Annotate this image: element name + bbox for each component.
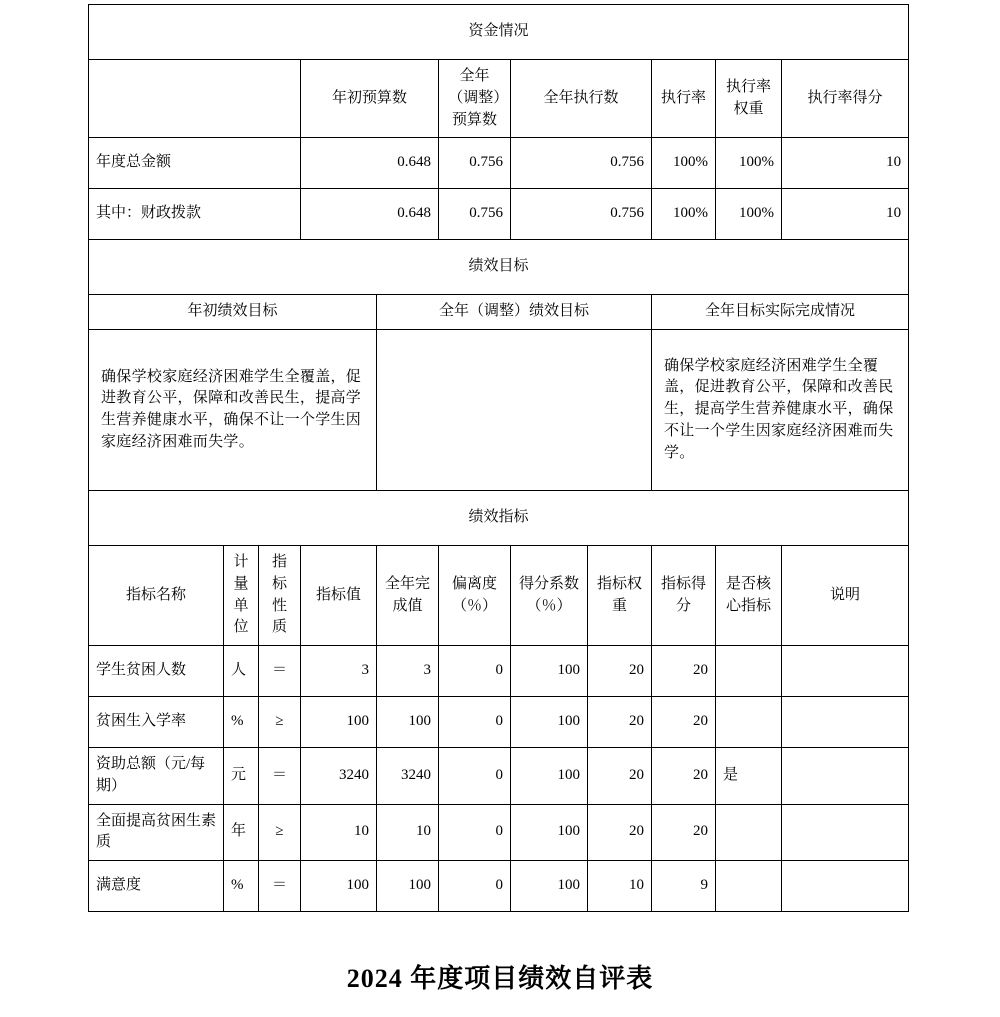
indicator-nature: ≥ [259,697,301,748]
goals-content-row [89,330,909,491]
indicators-header-score: 指标得分 [652,546,716,646]
indicator-target: 10 [301,804,377,861]
table-row [89,861,909,912]
indicators-header-nature: 指标性质 [259,546,301,646]
indicator-name: 学生贫困人数 [89,646,224,697]
goals-band-row [89,240,909,295]
indicator-nature: ≥ [259,804,301,861]
indicator-actual: 3240 [377,748,439,805]
indicator-deviation: 0 [439,804,511,861]
indicators-header-row [89,546,909,646]
indicator-coefficient: 100 [511,804,588,861]
indicator-note [782,697,909,748]
indicators-header-core: 是否核心指标 [716,546,782,646]
performance-self-evaluation-page [0,4,1000,1017]
indicator-score: 20 [652,646,716,697]
funds-row-rate: 100% [652,138,716,189]
funds-row-executed: 0.756 [511,138,652,189]
table-row [89,697,909,748]
indicator-core [716,804,782,861]
indicator-core [716,646,782,697]
goals-initial-text: 确保学校家庭经济困难学生全覆盖，促进教育公平，保障和改善民生，提高学生营养健康水平，确保不让一个学生因家庭经济困难而失学。 [89,330,377,491]
funds-header-executed: 全年执行数 [511,60,652,138]
indicator-unit: 元 [224,748,259,805]
indicator-target: 100 [301,697,377,748]
goals-adjusted-text [377,330,652,491]
goals-header-adjusted: 全年（调整）绩效目标 [377,295,652,330]
indicators-header-coefficient: 得分系数（％） [511,546,588,646]
indicator-name: 贫困生入学率 [89,697,224,748]
indicator-note [782,804,909,861]
indicator-note [782,646,909,697]
indicator-deviation: 0 [439,646,511,697]
page-title: 2024 年度项目绩效自评表 [346,964,654,993]
funds-row-executed: 0.756 [511,189,652,240]
indicator-core [716,697,782,748]
indicator-nature: ＝ [259,748,301,805]
funds-row-initial-budget: 0.648 [301,189,439,240]
indicator-nature: ＝ [259,646,301,697]
indicator-unit: 年 [224,804,259,861]
indicator-weight: 20 [588,804,652,861]
funds-row-label: 年度总金额 [89,138,301,189]
goals-actual-text: 确保学校家庭经济困难学生全覆盖，促进教育公平，保障和改善民生，提高学生营养健康水平，确保不让一个学生因家庭经济困难而失学。 [652,330,909,491]
indicator-weight: 20 [588,748,652,805]
funds-header-adjusted-budget: 全年（调整）预算数 [439,60,511,138]
funds-header-row [89,60,909,138]
indicator-weight: 20 [588,646,652,697]
indicator-actual: 10 [377,804,439,861]
indicators-header-name: 指标名称 [89,546,224,646]
funds-row-rate: 100% [652,189,716,240]
indicator-score: 20 [652,748,716,805]
table-row [89,748,909,805]
goals-band-label: 绩效目标 [89,240,909,295]
funds-row-adjusted-budget: 0.756 [439,138,511,189]
funds-header-initial-budget: 年初预算数 [301,60,439,138]
indicator-target: 100 [301,861,377,912]
indicator-unit: % [224,861,259,912]
indicator-coefficient: 100 [511,646,588,697]
table-row [89,804,909,861]
indicator-weight: 10 [588,861,652,912]
indicator-name: 满意度 [89,861,224,912]
indicators-header-deviation: 偏离度（％） [439,546,511,646]
funds-row-score: 10 [782,138,909,189]
indicators-band-row [89,491,909,546]
indicators-header-unit: 计量单位 [224,546,259,646]
funds-header-weight: 执行率权重 [716,60,782,138]
indicator-name: 全面提高贫困生素质 [89,804,224,861]
indicator-nature: ＝ [259,861,301,912]
indicators-header-actual: 全年完成值 [377,546,439,646]
funds-band-label: 资金情况 [89,5,909,60]
indicator-coefficient: 100 [511,861,588,912]
indicator-score: 9 [652,861,716,912]
goals-header-initial: 年初绩效目标 [89,295,377,330]
indicator-deviation: 0 [439,748,511,805]
indicator-weight: 20 [588,697,652,748]
indicator-target: 3240 [301,748,377,805]
indicator-score: 20 [652,697,716,748]
funds-row-label: 其中：财政拨款 [89,189,301,240]
table-row [89,646,909,697]
indicator-deviation: 0 [439,861,511,912]
indicator-target: 3 [301,646,377,697]
indicator-coefficient: 100 [511,697,588,748]
funds-row-total [89,138,909,189]
indicator-core [716,861,782,912]
funds-row-adjusted-budget: 0.756 [439,189,511,240]
goals-header-row [89,295,909,330]
indicator-coefficient: 100 [511,748,588,805]
indicator-score: 20 [652,804,716,861]
indicators-header-note: 说明 [782,546,909,646]
indicator-core: 是 [716,748,782,805]
indicators-header-target: 指标值 [301,546,377,646]
indicator-unit: % [224,697,259,748]
performance-table [88,4,909,912]
indicator-unit: 人 [224,646,259,697]
indicator-actual: 100 [377,697,439,748]
indicator-note [782,748,909,805]
funds-row-weight: 100% [716,189,782,240]
indicator-actual: 100 [377,861,439,912]
funds-header-blank [89,60,301,138]
funds-header-score: 执行率得分 [782,60,909,138]
goals-header-actual: 全年目标实际完成情况 [652,295,909,330]
indicator-name: 资助总额（元/每期） [89,748,224,805]
funds-row-initial-budget: 0.648 [301,138,439,189]
funds-row-weight: 100% [716,138,782,189]
funds-row-appropriation [89,189,909,240]
indicator-deviation: 0 [439,697,511,748]
funds-header-rate: 执行率 [652,60,716,138]
funds-row-score: 10 [782,189,909,240]
indicator-actual: 3 [377,646,439,697]
indicators-header-weight: 指标权重 [588,546,652,646]
funds-band-row [89,5,909,60]
indicators-band-label: 绩效指标 [89,491,909,546]
indicator-note [782,861,909,912]
